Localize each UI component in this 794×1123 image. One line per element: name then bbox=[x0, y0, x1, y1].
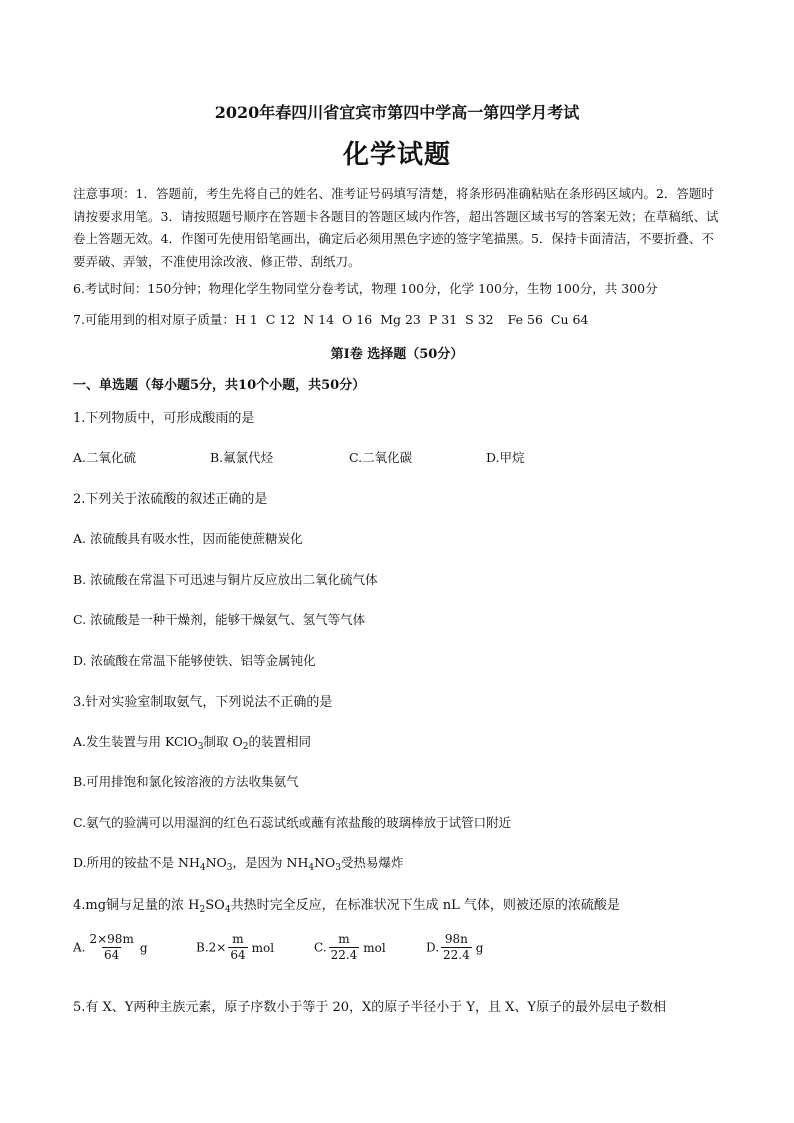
atomic-mass-item: Fe 56 bbox=[507, 312, 543, 327]
option-label: D. bbox=[426, 940, 440, 955]
question-2-option-a: A. 浓硫酸具有吸水性，因而能使蔗糖炭化 bbox=[73, 531, 303, 546]
atomic-mass-item: N 14 bbox=[303, 312, 335, 327]
question-3-option-c: C.氨气的验满可以用湿润的红色石蕊试纸或蘸有浓盐酸的玻璃棒放于试管口附近 bbox=[73, 815, 512, 830]
atomic-mass-item: O 16 bbox=[342, 312, 373, 327]
question-3-option-d: D.所用的铵盐不是 $NH_4NO_3$，是因为 $NH_4NO_3$受热易爆炸 bbox=[73, 855, 404, 873]
exam-title: 2020年春四川省宜宾市第四中学高一第四学月考试 bbox=[214, 103, 580, 122]
question-2-option-b: B. 浓硫酸在常温下可迅速与铜片反应放出二氧化硫气体 bbox=[73, 572, 378, 587]
part-heading: 一、单选题（每小题5分，共10个小题，共50分） bbox=[73, 378, 366, 393]
fraction: $\frac{98n}{22.4}$ bbox=[443, 932, 470, 962]
atomic-mass-item: Mg 23 bbox=[380, 312, 421, 327]
section-title: 第Ⅰ卷 选择题（50分） bbox=[330, 347, 464, 362]
question-1-option-a: A.二氧化硫 bbox=[73, 450, 137, 465]
question-2-option-c: C. 浓硫酸是一种干燥剂，能够干燥氨气、氢气等气体 bbox=[73, 612, 366, 627]
question-3-option-a: A.发生装置与用 KClO$_3$制取 $O_2$的装置相同 bbox=[73, 734, 312, 752]
notice-paragraph: 注意事项：1．答题前，考生先将自己的姓名、准考证号码填写清楚，将条形码准确粘贴在条形码区域内。2．答题时请按要求用笔。3．请按照题号顺序在答题卡各题目的答题区域内作答，超出答题区域书写的答案无效；在草稿纸、试卷上答题无效。4．作图可先使用铅笔画出，确定后必须用黑色字迹的签字笔描黑。5．保持卡面清洁，不要折叠、不要弄破、弄皱，不准使用涂改液、修正带、刮纸刀。 bbox=[73, 186, 719, 269]
option-label: A. bbox=[73, 940, 86, 955]
question-4-stem: 4.mg铜与足量的浓 $H_2SO_4$共热时完全反应，在标准状况下生成 nL 气体，则被还原的浓硫酸是 bbox=[73, 898, 620, 915]
question-1-option-c: C.二氧化碳 bbox=[349, 450, 413, 465]
atomic-mass-item: C 12 bbox=[265, 312, 296, 327]
atomic-mass-item: Cu 64 bbox=[550, 312, 589, 327]
question-4-option-a: A. $\frac{2\times 98m}{64}$ g bbox=[73, 932, 148, 962]
atomic-mass-line bbox=[73, 310, 596, 328]
atomic-mass-item: S 32 bbox=[465, 312, 494, 327]
atomic-mass-label: 7.可能用到的相对原子质量： bbox=[73, 312, 235, 327]
question-1-stem: 1.下列物质中，可形成酸雨的是 bbox=[73, 411, 255, 426]
fraction: $\frac{m}{64}$ bbox=[230, 932, 246, 962]
option-label: B.2× bbox=[196, 940, 227, 955]
option-label: C. bbox=[314, 940, 327, 955]
question-4-option-d: D. $\frac{98n}{22.4}$ g bbox=[426, 932, 484, 962]
atomic-mass-item: P 31 bbox=[428, 312, 458, 327]
question-2-option-d: D. 浓硫酸在常温下能够使铁、铝等金属钝化 bbox=[73, 653, 316, 668]
time-info: 6.考试时间：150分钟；物理化学生物同堂分卷考试，物理 100分，化学 100分，生物 100分，共 300分 bbox=[73, 281, 658, 296]
question-1-option-b: B.氟氯代烃 bbox=[210, 450, 274, 465]
fraction: $\frac{2\times 98m}{64}$ bbox=[89, 932, 134, 962]
question-5-stem: 5.有 X、Y两种主族元素，原子序数小于等于 20，X的原子半径小于 Y，且 X、Y原子的最外层电子数相 bbox=[73, 1000, 666, 1015]
question-4-option-c: C. $\frac{m}{22.4}$ mol bbox=[314, 932, 386, 962]
question-1-option-d: D.甲烷 bbox=[486, 450, 525, 465]
fraction: $\frac{m}{22.4}$ bbox=[330, 932, 358, 962]
question-4-option-b: B.2× $\frac{m}{64}$ mol bbox=[196, 932, 275, 962]
subject-title: 化学试题 bbox=[342, 140, 451, 170]
question-3-stem: 3.针对实验室制取氨气，下列说法不正确的是 bbox=[73, 695, 333, 710]
question-2-stem: 2.下列关于浓硫酸的叙述正确的是 bbox=[73, 492, 268, 507]
atomic-mass-item: H 1 bbox=[234, 312, 258, 327]
question-3-option-b: B.可用排饱和氯化铵溶液的方法收集氨气 bbox=[73, 774, 299, 789]
